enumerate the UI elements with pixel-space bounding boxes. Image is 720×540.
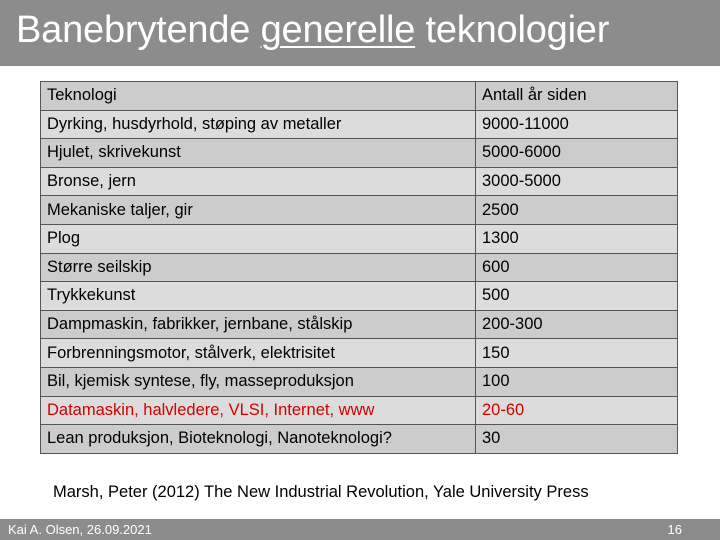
- footer-bar: [0, 519, 720, 540]
- source-citation: Marsh, Peter (2012) The New Industrial Revolution, Yale University Press: [53, 483, 589, 501]
- years-cell: 20-60: [476, 396, 678, 425]
- years-cell: 100: [476, 367, 678, 396]
- table-row: [41, 339, 678, 368]
- years-cell: 150: [476, 339, 678, 368]
- years-cell: 500: [476, 282, 678, 311]
- table-row: [41, 224, 678, 253]
- page-number: 16: [667, 522, 682, 537]
- table-row: [41, 196, 678, 225]
- years-cell: 200-300: [476, 310, 678, 339]
- years-cell: 600: [476, 253, 678, 282]
- title-part-1: Banebrytende: [16, 9, 261, 51]
- header-technology: Teknologi: [41, 82, 476, 111]
- table-row: [41, 167, 678, 196]
- technology-cell: Trykkekunst: [41, 282, 476, 311]
- years-cell: 30: [476, 425, 678, 454]
- technology-cell: Lean produksjon, Bioteknologi, Nanoteknologi?: [41, 425, 476, 454]
- years-cell: 1300: [476, 224, 678, 253]
- table-row: [41, 253, 678, 282]
- table-row: [41, 110, 678, 139]
- technology-cell: Mekaniske taljer, gir: [41, 196, 476, 225]
- technology-cell: Dyrking, husdyrhold, støping av metaller: [41, 110, 476, 139]
- technology-cell: Forbrenningsmotor, stålverk, elektrisitet: [41, 339, 476, 368]
- years-cell: 3000-5000: [476, 167, 678, 196]
- header-years-ago: Antall år siden: [476, 82, 678, 111]
- technology-cell: Dampmaskin, fabrikker, jernbane, stålskip: [41, 310, 476, 339]
- years-cell: 5000-6000: [476, 139, 678, 168]
- table-row: [41, 310, 678, 339]
- technology-cell: Bronse, jern: [41, 167, 476, 196]
- table-row: [41, 139, 678, 168]
- technology-cell: Plog: [41, 224, 476, 253]
- title-part-2: teknologier: [415, 9, 610, 51]
- footer-author-date: Kai A. Olsen, 26.09.2021: [8, 522, 152, 537]
- title-underlined-word: generelle: [260, 9, 416, 51]
- table-row-highlighted: [41, 396, 678, 425]
- title-bar: [0, 0, 720, 66]
- years-cell: 9000-11000: [476, 110, 678, 139]
- technology-cell: Bil, kjemisk syntese, fly, masseproduksjon: [41, 367, 476, 396]
- technology-cell: Større seilskip: [41, 253, 476, 282]
- technology-cell: Hjulet, skrivekunst: [41, 139, 476, 168]
- technology-cell: Datamaskin, halvledere, VLSI, Internet, www: [41, 396, 476, 425]
- table-row: [41, 425, 678, 454]
- table-row: [41, 282, 678, 311]
- technology-table: [40, 81, 678, 454]
- table-row: [41, 367, 678, 396]
- slide-title: [16, 9, 609, 52]
- years-cell: 2500: [476, 196, 678, 225]
- table-header-row: [41, 82, 678, 111]
